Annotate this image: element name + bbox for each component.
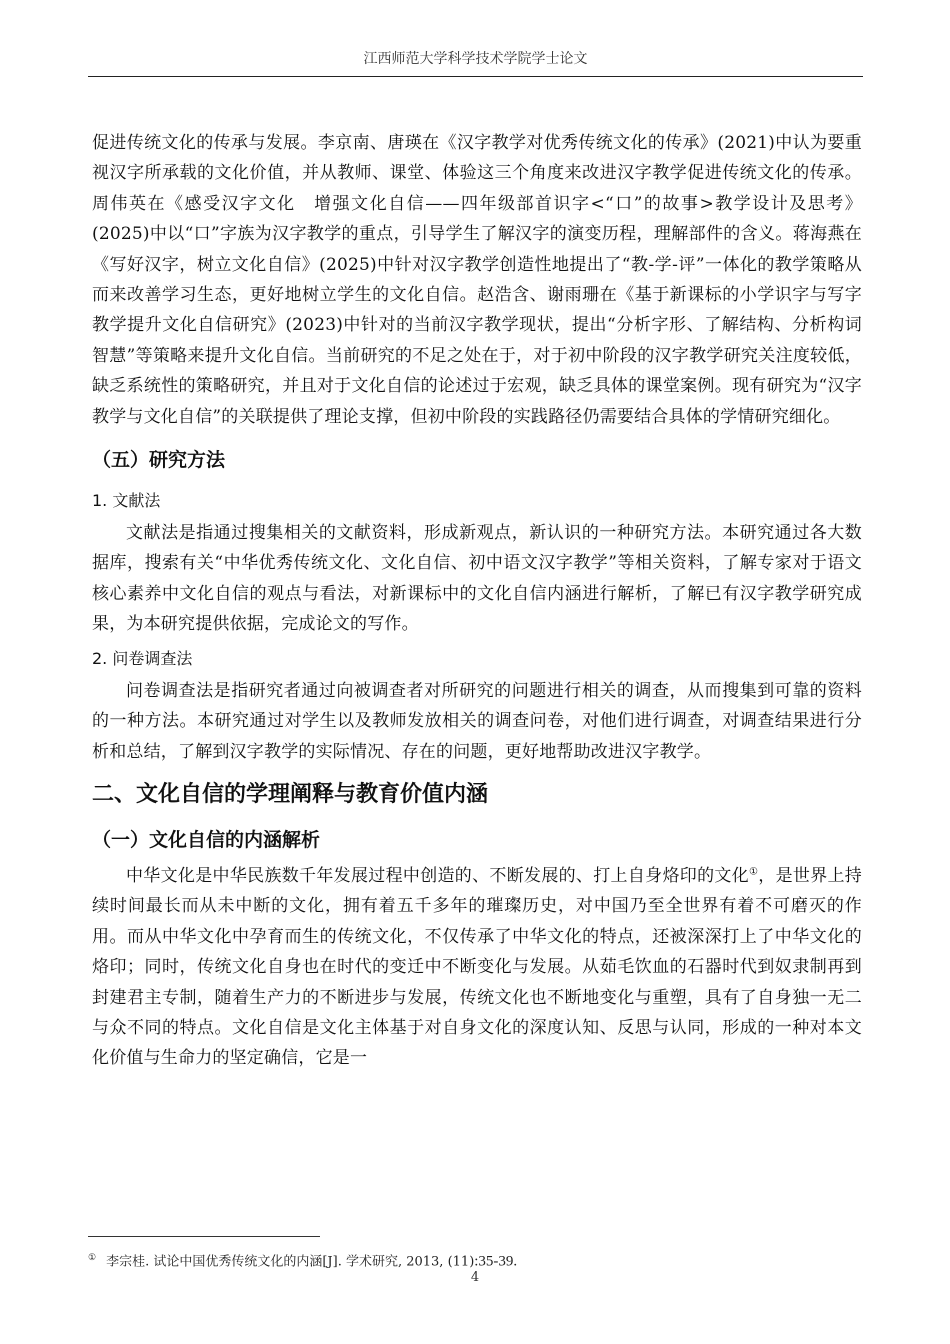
- footnote-divider: [88, 1236, 320, 1237]
- header-divider: [88, 76, 863, 77]
- paragraph-questionnaire-method: 问卷调查法是指研究者通过向被调查者对所研究的问题进行相关的调查，从而搜集到可靠的资料的一种方法。本研究通过对学生以及教师发放相关的调查问卷，对他们进行调查，对调查结果进行分析和总结，了解到汉字教学的实际情况、存在的问题，更好地帮助改进汉字教学。: [92, 680, 862, 762]
- paragraph-connotation-part-a: 中华文化是中华民族数千年发展过程中创造的、不断发展的、打上自身烙印的文化: [126, 865, 749, 886]
- paragraph-connotation: [92, 861, 862, 1074]
- footnote-text: 李宗桂. 试论中国优秀传统文化的内涵[J]. 学术研究, 2013, (11): [106, 1254, 475, 1270]
- footnote-pages: :35-39.: [474, 1253, 518, 1270]
- footnote-reference[interactable]: ①: [749, 866, 759, 878]
- page-body: [92, 128, 862, 1074]
- footnote: [88, 1248, 863, 1272]
- running-header: 江西师范大学科学技术学院学士论文: [363, 51, 588, 67]
- chapter-heading: 二、文化自信的学理阐释与教育价值内涵: [92, 781, 489, 807]
- page-number: 4: [470, 1270, 480, 1285]
- paragraph-connotation-part-b: ，是世界上持续时间最长而从未中断的文化，拥有着五千多年的璀璨历史，对中国乃至全世界有着不可磨灭的作用。而从中华文化中孕育而生的传统文化，不仅传承了中华文化的特点，还被深深打上了中华文化的烙印；同时，传统文化自身也在时代的变迁中不断变化与发展。从茹毛饮血的石器时代到奴隶制再到封建君主专制，随着生产力的不断进步与发展，传统文化也不断地变化与重塑，具有了自身独一无二与众不同的特点。文化自信是文化主体基于对自身文化的深度认知、反思与认同，形成的一种对本文化价值与生命力的坚定确信，它是一: [92, 865, 863, 1069]
- subheading-questionnaire-method: 2. 问卷调查法: [92, 648, 193, 668]
- footnote-mark: ①: [88, 1253, 97, 1263]
- paragraph-literature-method: 文献法是指通过搜集相关的文献资料，形成新观点，新认识的一种研究方法。本研究通过各大数据库，搜索有关“中华优秀传统文化、文化自信、初中语文汉字教学”等相关资料，了解专家对于语文核心素养中文化自信的观点与看法，对新课标中的文化自信内涵进行解析，了解已有汉字教学研究成果，为本研究提供依据，完成论文的写作。: [92, 523, 862, 635]
- section-heading-connotation: （一）文化自信的内涵解析: [92, 828, 321, 851]
- section-heading-research-methods: （五）研究方法: [92, 449, 226, 472]
- paragraph-literature-review: 促进传统文化的传承与发展。李京南、唐瑛在《汉字教学对优秀传统文化的传承》(2021)中认为要重视汉字所承载的文化价值，并从教师、课堂、体验这三个角度来改进汉字教学促进传统文化的传承。周伟英在《感受汉字文化 增强文化自信——四年级部首识字<“口”的故事>教学设计及思考》(2025)中以“口”字族为汉字教学的重点，引导学生了解汉字的演变历程，理解部件的含义。蒋海燕在《写好汉字，树立文化自信》(2025)中针对汉字教学创造性地提出了“教-学-评”一体化的教学策略从而来改善学习生态，更好地树立学生的文化自信。赵浩含、谢雨珊在《基于新课标的小学识字与写字教学提升文化自信研究》(2023)中针对的当前汉字教学现状，提出“分析字形、了解结构、分析构词智慧”等策略来提升文化自信。当前研究的不足之处在于，对于初中阶段的汉字教学研究关注度较低，缺乏系统性的策略研究，并且对于文化自信的论述过于宏观，缺乏具体的课堂案例。现有研究为“汉字教学与文化自信”的关联提供了理论支撑，但初中阶段的实践路径仍需要结合具体的学情研究细化。: [92, 133, 862, 427]
- subheading-literature-method: 1. 文献法: [92, 491, 161, 511]
